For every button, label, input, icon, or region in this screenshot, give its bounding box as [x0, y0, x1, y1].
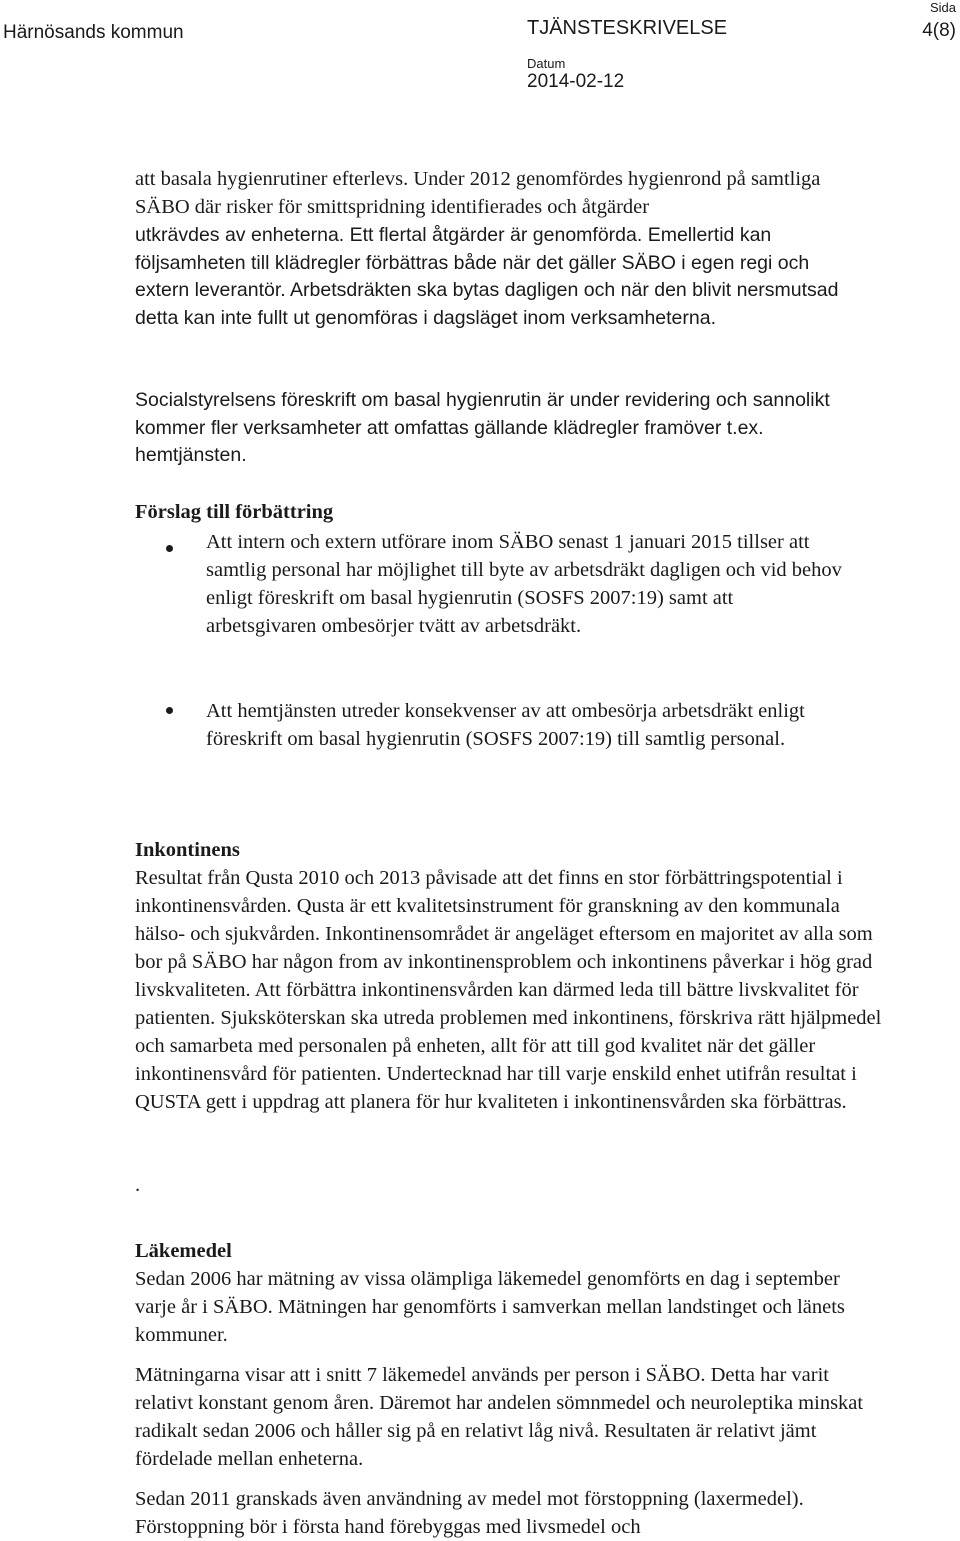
municipality-name: Härnösands kommun	[3, 22, 184, 43]
page-label: Sida	[929, 0, 956, 15]
medicines-heading: Läkemedel	[135, 1240, 232, 1262]
date-label: Datum	[527, 56, 566, 71]
medicines-paragraph-2: Mätningarna visar att i snitt 7 läkemedel används per person i SÄBO. Detta har varit relativt konstant genom åren. Däremot har andelen sömnmedel och neuroleptika minskat radikalt sedan 2006 och håller sig på en relativt låg nivå. Resultaten är relativt jämt fördelade mellan enheterna.	[135, 1364, 864, 1470]
document-type: TJÄNSTESKRIVELSE	[527, 17, 728, 39]
incontinence-paragraph: Resultat från Qusta 2010 och 2013 påvisade att det finns en stor förbättringspotential i inkontinensvården. Qusta är ett kvalitetsinstrument för granskning av den kommunala hälso- och sjukvården. Inkontinensområdet är angeläget eftersom en majoritet av alla som bor på SÄBO har någon from av inkontinensproblem och inkontinens påverkar i hög grad livskvaliteten. Att förbättra inkontinensvården kan därmed leda till bättre livskvalitet för patienten. Sjuksköterskan ska utreda problemen med inkontinens, förskriva rätt hjälpmedel och samarbeta med personalen på enheten, allt för att till god kvalitet när det gäller inkontinensvård för patienten. Undertecknad har till varje enskild enhet utifrån resultat i QUSTA gett i uppdrag att planera för hur kvaliteten i inkontinensvården ska förbättras.	[135, 867, 882, 1113]
hygiene-regulation-paragraph: Socialstyrelsens föreskrift om basal hygienrutin är under revidering och sannolikt kommer fler verksamheter att omfattas gällande klädregler framöver t.ex. hemtjänsten.	[135, 389, 830, 466]
intro-paragraph-sans: utkrävdes av enheterna. Ett flertal åtgärder är genomförda. Emellertid kan följsamheten till klädregler förbättras både när det gäller SÄBO i egen regi och extern leverantör. Arbetsdräkten ska bytas dagligen och när den blivit nersmutsad detta kan inte fullt ut genomföras i dagsläget inom verksamheterna.	[135, 224, 839, 329]
intro-paragraph-serif: att basala hygienrutiner efterlevs. Under 2012 genomfördes hygienrond på samtliga SÄBO där risker för smittspridning identifierades och åtgärder	[135, 168, 821, 218]
bullet-dot-icon	[166, 545, 173, 552]
page-number: 4(8)	[922, 20, 956, 41]
bullet-dot-icon	[166, 707, 173, 714]
medicines-paragraph-1: Sedan 2006 har mätning av vissa olämpliga läkemedel genomförts en dag i september varje år i SÄBO. Mätningen har genomförts i samverkan mellan landstinget och länets kommuner.	[135, 1268, 845, 1346]
incontinence-trailing-dot: .	[135, 1174, 141, 1196]
incontinence-heading: Inkontinens	[135, 839, 240, 861]
proposal-bullet-1: Att intern och extern utförare inom SÄBO senast 1 januari 2015 tillser att samtlig personal har möjlighet till byte av arbetsdräkt dagligen och vid behov enligt föreskrift om basal hygienrutin (SOSFS 2007:19) samt att arbetsgivaren ombesörjer tvätt av arbetsdräkt.	[206, 531, 842, 637]
medicines-paragraph-3: Sedan 2011 granskads även användning av medel mot förstoppning (laxermedel). Förstoppning bör i första hand förebyggas med livsmedel och	[135, 1488, 804, 1538]
document-date: 2014-02-12	[527, 71, 625, 92]
proposal-heading: Förslag till förbättring	[135, 501, 334, 523]
proposal-bullet-2: Att hemtjänsten utreder konsekvenser av att ombesörja arbetsdräkt enligt föreskrift om basal hygienrutin (SOSFS 2007:19) till samtlig personal.	[206, 700, 805, 750]
